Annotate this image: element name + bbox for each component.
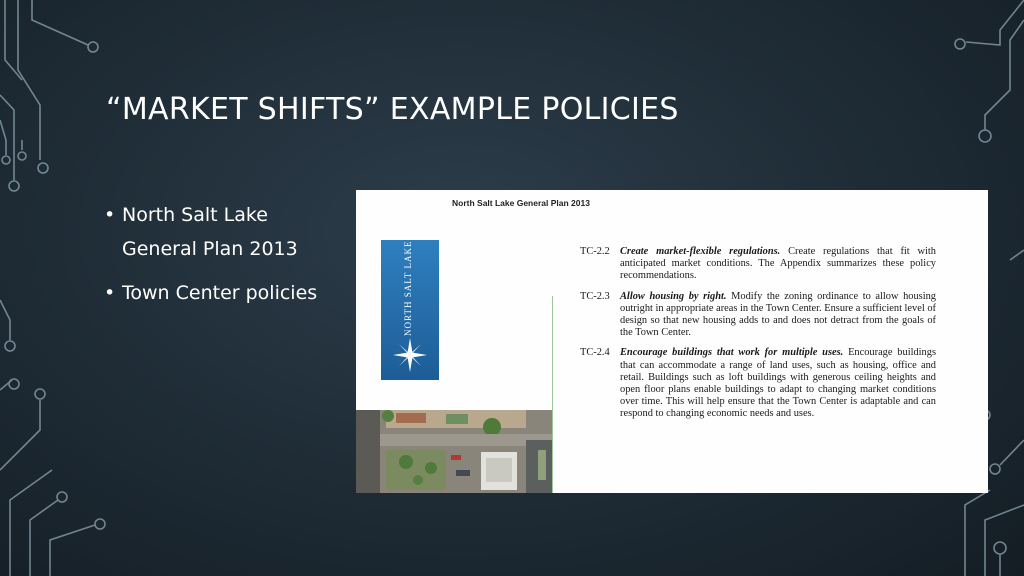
north-salt-lake-banner — [381, 240, 439, 380]
policy-code: TC-2.3 — [580, 290, 610, 302]
aerial-photo — [356, 410, 552, 493]
policy-body: Create regulations that fit with anticipated market conditions. The Appendix summarizes these policy recommendations. — [620, 246, 936, 282]
policy-body: Encourage buildings that can accommodate a range of land uses, such as housing, office and retail. Buildings such as loft buildings with generous ceiling heights and open floor plans enable buildings to adapt to changing market conditions over time. This will help ensure that the Town Center is adaptable and can respond to changing economic needs and uses. — [620, 347, 936, 420]
policy-title: Create market-flexible regulations. — [620, 246, 789, 257]
policy-body: Modify the zoning ordinance to allow housing outright in appropriate areas in the Town Center. Ensure a sufficient level of design so that new housing adds to and does not detract from the goals of the Town Center. — [620, 290, 936, 339]
bullet-list — [104, 198, 344, 320]
policy-code: TC-2.2 — [580, 246, 610, 257]
banner-text: NORTH SALT LAKE — [403, 240, 413, 336]
policy-list — [580, 246, 936, 429]
bullet-item: • North Salt Lake General Plan 2013 — [104, 198, 344, 266]
compass-icon — [391, 336, 429, 374]
policy-code: TC-2.4 — [580, 347, 610, 359]
document-image — [356, 190, 988, 493]
divider-line — [552, 296, 553, 493]
policy-item — [580, 246, 936, 283]
policy-title: Allow housing by right. — [620, 290, 732, 302]
document-header: North Salt Lake General Plan 2013 — [452, 198, 590, 208]
policy-title: Encourage buildings that work for multiple uses. — [620, 347, 849, 359]
bullet-item: • Town Center policies — [104, 276, 344, 310]
slide-title: “MARKET SHIFTS” EXAMPLE POLICIES — [106, 92, 679, 127]
policy-item — [580, 291, 936, 340]
policy-item — [580, 347, 936, 420]
